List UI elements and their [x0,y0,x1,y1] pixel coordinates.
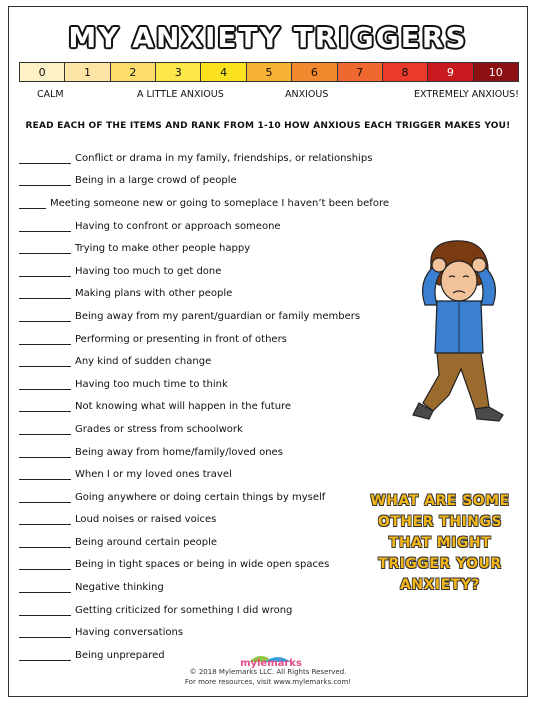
trigger-text: Going anywhere or doing certain things by myself [75,491,326,503]
scale-labels [19,89,519,103]
footer-copyright: © 2018 Mylemarks LLC. All Rights Reserved. [189,668,347,676]
rating-blank[interactable] [19,153,71,164]
scale-number: 1 [84,65,92,79]
reflection-callout [367,491,513,596]
trigger-text: Meeting someone new or going to someplace I haven’t been before [49,197,389,209]
scale-cell [383,63,428,81]
trigger-text: Being away from my parent/guardian or family members [75,310,361,322]
trigger-item [19,644,389,667]
trigger-item [19,260,389,283]
rating-blank[interactable] [19,288,71,299]
scale-cell [111,63,156,81]
worksheet-page [8,6,528,697]
trigger-text: Conflict or drama in my family, friendships, or relationships [75,152,373,164]
rating-blank[interactable] [19,221,71,232]
scale-number: 3 [174,65,182,79]
trigger-list [19,147,389,667]
rating-blank[interactable] [19,492,71,503]
footer [9,667,527,687]
rating-blank[interactable] [19,266,71,277]
trigger-text: Getting criticized for something I did wrong [75,604,293,616]
rating-blank[interactable] [19,627,71,638]
trigger-item [19,441,389,464]
rating-blank[interactable] [19,582,71,593]
scale-cell [156,63,201,81]
rating-blank[interactable] [19,559,71,570]
callout-line: ANXIETY? [400,577,480,593]
scale-cell [65,63,110,81]
rating-blank[interactable] [19,175,71,186]
trigger-item [19,237,389,260]
trigger-text: When I or my loved ones travel [75,469,232,481]
scale-label-anxious: ANXIOUS [285,89,329,100]
trigger-text: Not knowing what will happen in the future [75,401,292,413]
rating-blank[interactable] [19,401,71,412]
trigger-text: Any kind of sudden change [75,356,212,368]
trigger-item [19,531,389,554]
scale-label-little: A LITTLE ANXIOUS [137,89,224,100]
scale-number: 5 [265,65,273,79]
rating-blank[interactable] [19,356,71,367]
trigger-item [19,215,389,238]
scale-cell [247,63,292,81]
rating-blank[interactable] [19,379,71,390]
scale-cell [292,63,337,81]
mylemarks-logo [231,647,311,669]
rating-blank[interactable] [19,198,46,209]
trigger-item [19,486,389,509]
scale-number: 2 [129,65,137,79]
trigger-text: Having too much to get done [75,265,222,277]
anxiety-scale [19,62,519,82]
scale-cell [474,63,518,81]
scale-cell [428,63,473,81]
scale-number: 9 [446,65,454,79]
rating-blank[interactable] [19,605,71,616]
rating-blank[interactable] [19,514,71,525]
callout-line: TRIGGER YOUR [378,556,502,572]
scale-number: 4 [220,65,228,79]
logo-text: mylemarks [240,658,302,669]
scale-cell [20,63,65,81]
trigger-text: Trying to make other people happy [75,243,251,255]
trigger-text: Having conversations [75,627,184,639]
trigger-item [19,170,389,193]
scale-number: 6 [310,65,318,79]
scale-label-calm: CALM [37,89,64,100]
trigger-item [19,554,389,577]
trigger-text: Having too much time to think [75,378,228,390]
rating-blank[interactable] [19,537,71,548]
footer-website: For more resources, visit www.mylemarks.com! [184,678,352,686]
trigger-text: Being away from home/family/loved ones [75,446,283,458]
trigger-item [19,396,389,419]
scale-number: 10 [488,65,503,79]
trigger-text: Negative thinking [75,582,164,594]
trigger-item [19,599,389,622]
trigger-item [19,576,389,599]
trigger-text: Being around certain people [75,536,217,548]
trigger-item [19,147,389,170]
instructions: READ EACH OF THE ITEMS AND RANK FROM 1-10 HOW ANXIOUS EACH TRIGGER MAKES YOU! [25,121,511,131]
scale-label-extreme: EXTREMELY ANXIOUS! [414,89,519,100]
scale-cell [201,63,246,81]
trigger-item [19,350,389,373]
trigger-item [19,305,389,328]
trigger-item [19,192,389,215]
rating-blank[interactable] [19,650,71,661]
page-title: MY ANXIETY TRIGGERS [68,21,468,54]
anxious-boy-illustration [409,235,509,425]
scale-number: 0 [38,65,46,79]
trigger-item [19,463,389,486]
trigger-text: Being in a large crowd of people [75,175,237,187]
trigger-item [19,509,389,532]
rating-blank[interactable] [19,334,71,345]
trigger-text: Performing or presenting in front of others [75,333,287,345]
trigger-text: Loud noises or raised voices [75,514,217,526]
trigger-item [19,283,389,306]
callout-line: WHAT ARE SOME [370,493,510,509]
scale-cell [338,63,383,81]
trigger-item [19,328,389,351]
scale-number: 7 [356,65,364,79]
callout-line: THAT MIGHT [388,535,492,551]
trigger-text: Being in tight spaces or being in wide open spaces [75,559,330,571]
rating-blank[interactable] [19,243,71,254]
trigger-text: Being unprepared [75,649,165,661]
callout-line: OTHER THINGS [377,514,503,530]
rating-blank[interactable] [19,424,71,435]
trigger-text: Grades or stress from schoolwork [75,423,243,435]
trigger-text: Having to confront or approach someone [75,220,281,232]
scale-number: 8 [401,65,409,79]
trigger-item [19,373,389,396]
trigger-item [19,621,389,644]
rating-blank[interactable] [19,469,71,480]
rating-blank[interactable] [19,447,71,458]
trigger-item [19,418,389,441]
rating-blank[interactable] [19,311,71,322]
trigger-text: Making plans with other people [75,288,233,300]
